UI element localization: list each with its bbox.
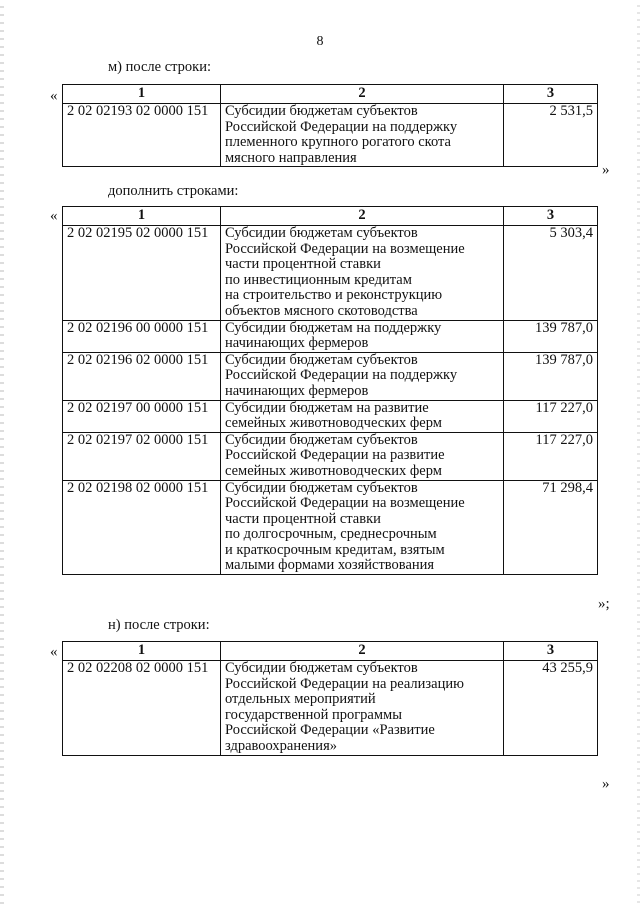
description-line: Российской Федерации на реализацию <box>225 675 464 692</box>
column-header: 1 <box>63 85 221 104</box>
column-header: 1 <box>63 642 221 661</box>
description-line: начинающих фермеров <box>225 335 369 352</box>
column-header: 3 <box>504 642 598 661</box>
description-line: Субсидии бюджетам субъектов <box>225 225 418 241</box>
scan-edge-left <box>0 0 4 905</box>
description-cell <box>221 480 504 575</box>
description-line: по инвестиционным кредитам <box>225 271 412 288</box>
code-cell: 2 02 02193 02 0000 151 <box>63 104 221 167</box>
amount-cell: 2 531,5 <box>504 104 598 167</box>
table-row <box>63 226 598 321</box>
open-quote: « <box>50 208 58 224</box>
description-line: на строительство и реконструкцию <box>225 287 443 304</box>
description-cell <box>221 432 504 480</box>
open-quote: « <box>50 88 58 104</box>
code-cell: 2 02 02195 02 0000 151 <box>63 226 221 321</box>
description-cell <box>221 104 504 167</box>
description-cell <box>221 226 504 321</box>
table-row <box>63 432 598 480</box>
table-row <box>63 320 598 352</box>
table-header-row <box>63 85 598 104</box>
table-row <box>63 661 598 756</box>
description-line: Российской Федерации на возмещение <box>225 240 465 257</box>
description-line: и краткосрочным кредитам, взятым <box>225 541 445 558</box>
close-quote: »; <box>598 596 610 612</box>
column-header: 3 <box>504 207 598 226</box>
description-line: Российской Федерации на поддержку <box>225 118 458 135</box>
table-row <box>63 352 598 400</box>
budget-table <box>62 641 598 756</box>
description-line: Субсидии бюджетам субъектов <box>225 431 418 448</box>
description-cell <box>221 400 504 432</box>
description-line: Субсидии бюджетам на поддержку <box>225 319 442 336</box>
amount-cell: 139 787,0 <box>504 320 598 352</box>
description-line: начинающих фермеров <box>225 382 369 399</box>
section-intro: дополнить строками: <box>108 183 239 199</box>
description-line: Российской Федерации на развитие <box>225 447 445 464</box>
code-cell: 2 02 02197 00 0000 151 <box>63 400 221 432</box>
section-intro: н) после строки: <box>108 617 210 633</box>
close-quote: » <box>602 162 610 178</box>
column-header: 2 <box>221 85 504 104</box>
description-line: части процентной ставки <box>225 256 381 273</box>
description-line: объектов мясного скотоводства <box>225 302 418 319</box>
description-cell <box>221 661 504 756</box>
description-line: отдельных мероприятий <box>225 691 376 708</box>
amount-cell: 43 255,9 <box>504 661 598 756</box>
code-cell: 2 02 02198 02 0000 151 <box>63 480 221 575</box>
budget-table <box>62 206 598 575</box>
column-header: 2 <box>221 642 504 661</box>
code-cell: 2 02 02196 02 0000 151 <box>63 352 221 400</box>
description-line: семейных животноводческих ферм <box>225 415 442 432</box>
close-quote: » <box>602 776 610 792</box>
description-line: Субсидии бюджетам субъектов <box>225 351 418 368</box>
table-header-row <box>63 207 598 226</box>
description-line: Российской Федерации на возмещение <box>225 495 465 512</box>
description-line: государственной программы <box>225 706 402 723</box>
amount-cell: 117 227,0 <box>504 400 598 432</box>
description-line: мясного направления <box>225 149 357 166</box>
column-header: 3 <box>504 85 598 104</box>
description-line: Субсидии бюджетам субъектов <box>225 103 418 119</box>
description-line: части процентной ставки <box>225 510 381 527</box>
description-line: семейных животноводческих ферм <box>225 462 442 479</box>
budget-table <box>62 84 598 167</box>
amount-cell: 71 298,4 <box>504 480 598 575</box>
description-cell <box>221 352 504 400</box>
code-cell: 2 02 02197 02 0000 151 <box>63 432 221 480</box>
description-line: по долгосрочным, среднесрочным <box>225 526 437 543</box>
description-line: здравоохранения» <box>225 737 337 754</box>
column-header: 1 <box>63 207 221 226</box>
page-number: 8 <box>316 34 324 49</box>
description-line: Субсидии бюджетам на развитие <box>225 399 429 416</box>
description-line: Субсидии бюджетам субъектов <box>225 660 418 676</box>
description-line: Российской Федерации на поддержку <box>225 367 458 384</box>
table-row <box>63 104 598 167</box>
amount-cell: 5 303,4 <box>504 226 598 321</box>
open-quote: « <box>50 644 58 660</box>
amount-cell: 117 227,0 <box>504 432 598 480</box>
code-cell: 2 02 02208 02 0000 151 <box>63 661 221 756</box>
description-line: малыми формами хозяйствования <box>225 557 435 574</box>
table-row <box>63 480 598 575</box>
section-intro: м) после строки: <box>108 59 212 75</box>
description-line: племенного крупного рогатого скота <box>225 134 451 151</box>
column-header: 2 <box>221 207 504 226</box>
description-cell <box>221 320 504 352</box>
code-cell: 2 02 02196 00 0000 151 <box>63 320 221 352</box>
table-row <box>63 400 598 432</box>
table-header-row <box>63 642 598 661</box>
description-line: Субсидии бюджетам субъектов <box>225 479 418 496</box>
description-line: Российской Федерации «Развитие <box>225 722 435 739</box>
amount-cell: 139 787,0 <box>504 352 598 400</box>
